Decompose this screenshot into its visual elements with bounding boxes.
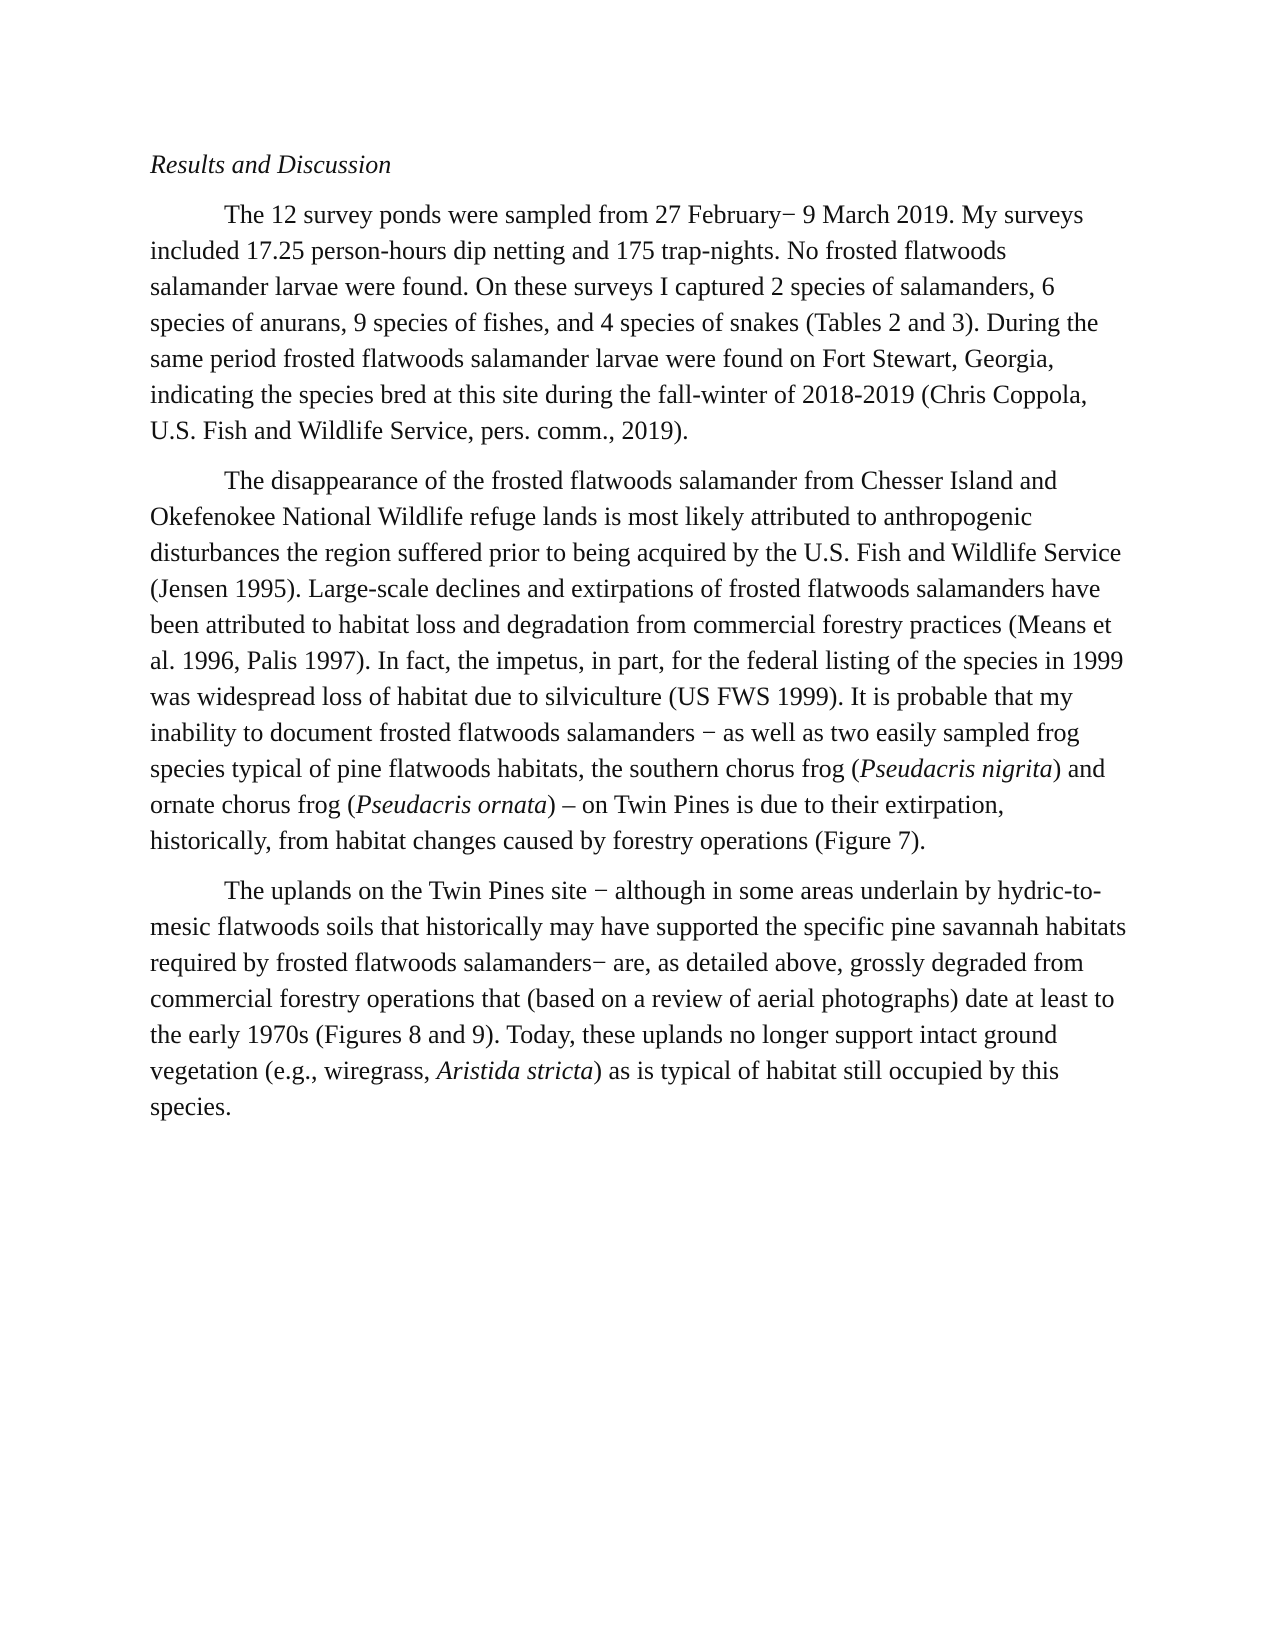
paragraph-text: ) as is typical of habitat still occupied by this species.: [150, 1056, 1060, 1121]
paragraph-uplands: [150, 873, 1130, 1125]
page-content: [150, 148, 1130, 1139]
species-name: Pseudacris ornata: [355, 790, 548, 819]
paragraph-text: The 12 survey ponds were sampled from 27 February− 9 March 2019. My surveys included 17.25 person-hours dip netting and 175 trap-nights. No frosted flatwoods salamander larvae were found. On these surveys I captured 2 species of salamanders, 6 species of anurans, 9 species of fishes, and 4 species of snakes (Tables 2 and 3). During the same period frosted flatwoods salamander larvae were found on Fort Stewart, Georgia, indicating the species bred at this site during the fall-winter of 2018-2019 (Chris Coppola, U.S. Fish and Wildlife Service, pers. comm., 2019).: [150, 200, 1099, 445]
paragraph-text: The disappearance of the frosted flatwoods salamander from Chesser Island and Okefenokee National Wildlife refuge lands is most likely attributed to anthropogenic disturbances the region suffered prior to being acquired by the U.S. Fish and Wildlife Service (Jensen 1995). Large-scale declines and extirpations of frosted flatwoods salamanders have been attributed to habitat loss and degradation from commercial forestry practices (Means et al. 1996, Palis 1997). In fact, the impetus, in part, for the federal listing of the species in 1999 was widespread loss of habitat due to silviculture (US FWS 1999). It is probable that my inability to document frosted flatwoods salamanders − as well as two easily sampled frog species typical of pine flatwoods habitats, the southern chorus frog (: [150, 466, 1124, 783]
paragraph-text: The uplands on the Twin Pines site − although in some areas underlain by hydric-to-mesic flatwoods soils that historically may have supported the specific pine savannah habitats required by frosted flatwoods salamanders− are, as detailed above, grossly degraded from commercial forestry operations that (based on a review of aerial photographs) date at least to the early 1970s (Figures 8 and 9). Today, these uplands no longer support intact ground vegetation (e.g., wiregrass,: [150, 876, 1127, 1085]
paragraph-text: ) and ornate chorus frog (: [150, 754, 1106, 819]
paragraph-survey-results: [150, 197, 1130, 449]
paragraph-disappearance: [150, 463, 1130, 859]
species-name: Aristida stricta: [436, 1056, 594, 1085]
paragraph-text: ) – on Twin Pines is due to their extirpation, historically, from habitat changes caused by forestry operations (Figure 7).: [150, 790, 1005, 855]
species-name: Pseudacris nigrita: [859, 754, 1053, 783]
section-heading: Results and Discussion: [150, 150, 392, 179]
